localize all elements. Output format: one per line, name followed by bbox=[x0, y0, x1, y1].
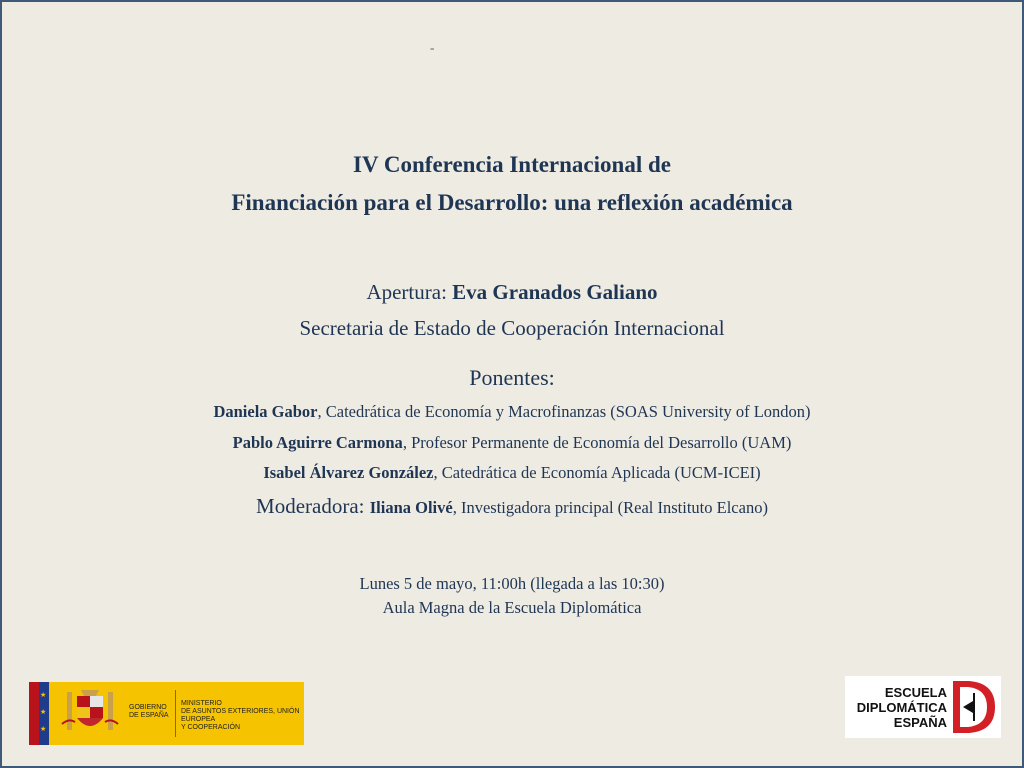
speaker-name: Daniela Gabor bbox=[213, 402, 318, 421]
moderadora-label: Moderadora: bbox=[256, 494, 370, 518]
event-venue: Aula Magna de la Escuela Diplomática bbox=[382, 598, 642, 617]
coat-of-arms-icon bbox=[59, 688, 121, 738]
flag-red-stripe bbox=[29, 682, 39, 745]
decorative-dash: - bbox=[430, 40, 435, 55]
star-icon: ★ bbox=[40, 691, 47, 699]
speaker-role: , Catedrática de Economía Aplicada (UCM-ICEI) bbox=[433, 463, 761, 482]
moderadora-name: Iliana Olivé bbox=[369, 498, 453, 517]
speaker-name: Pablo Aguirre Carmona bbox=[232, 433, 403, 452]
escuela-d-emblem-icon bbox=[949, 679, 999, 735]
title-line-1: IV Conferencia Internacional de bbox=[353, 152, 671, 177]
gobierno-espana-logo bbox=[29, 682, 304, 745]
star-icon: ★ bbox=[40, 725, 47, 733]
title-line-2: Financiación para el Desarrollo: una reflexión académica bbox=[231, 190, 793, 215]
speaker-role: , Catedrática de Economía y Macrofinanzas (SOAS University of London) bbox=[317, 402, 811, 421]
moderadora-role: , Investigadora principal (Real Instituto Elcano) bbox=[452, 498, 768, 517]
apertura-role: Secretaria de Estado de Cooperación Internacional bbox=[299, 316, 725, 340]
apertura-label: Apertura: bbox=[366, 280, 453, 304]
escuela-text: ESCUELA DIPLOMÁTICA ESPAÑA bbox=[856, 685, 947, 730]
apertura-name: Eva Granados Galiano bbox=[452, 280, 658, 304]
speaker-line bbox=[2, 433, 1022, 453]
logo-divider bbox=[175, 690, 176, 737]
moderadora-line bbox=[2, 494, 1022, 519]
ministerio-text: MINISTERIO DE ASUNTOS EXTERIORES, UNIÓN EUROPEA Y COOPERACIÓN bbox=[181, 700, 300, 731]
speaker-line bbox=[2, 463, 1022, 483]
event-date: Lunes 5 de mayo, 11:00h (llegada a las 10:30) bbox=[359, 574, 665, 593]
gobierno-text: GOBIERNO DE ESPAÑA bbox=[129, 704, 169, 719]
escuela-diplomatica-logo bbox=[845, 676, 1001, 738]
speaker-line bbox=[2, 402, 1022, 422]
star-icon: ★ bbox=[40, 708, 47, 716]
apertura-line bbox=[2, 280, 1022, 305]
speaker-name: Isabel Álvarez González bbox=[263, 463, 434, 482]
speaker-role: , Profesor Permanente de Economía del Desarrollo (UAM) bbox=[402, 433, 792, 452]
ponentes-heading: Ponentes: bbox=[469, 365, 555, 390]
